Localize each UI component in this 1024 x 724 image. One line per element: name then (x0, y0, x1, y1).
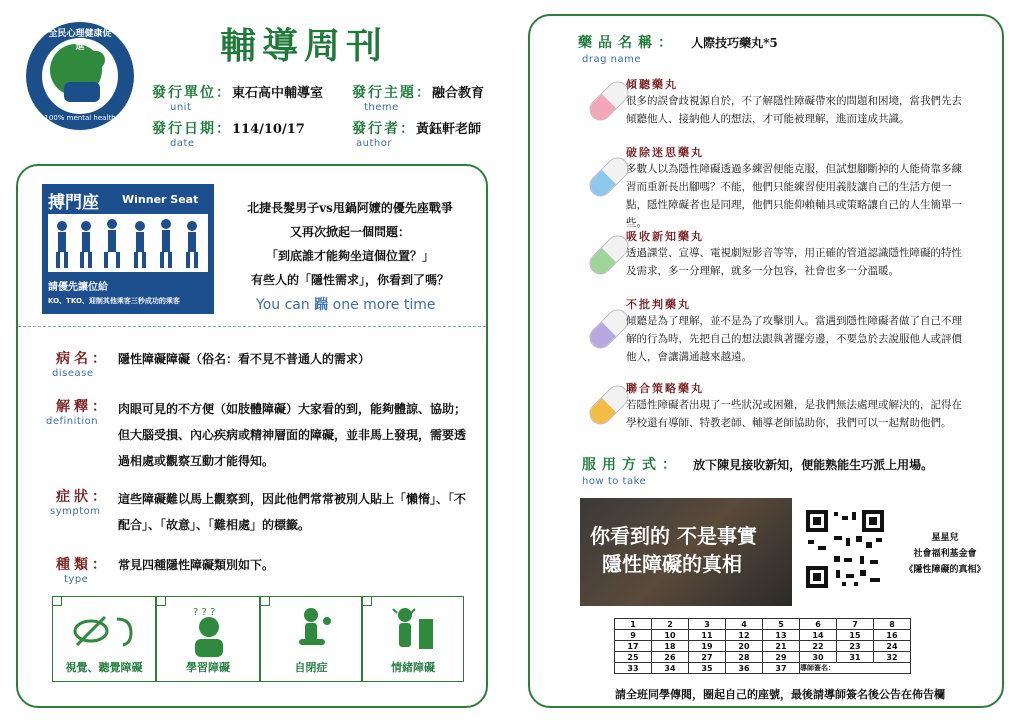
seat-cell[interactable]: 17 (615, 641, 652, 652)
seat-cell[interactable]: 15 (837, 630, 874, 641)
logo (24, 20, 136, 132)
seat-cell[interactable]: 22 (800, 641, 837, 652)
badge-sub: 請優先讓位給 (48, 282, 108, 293)
seat-cell[interactable]: 32 (874, 652, 911, 663)
type-label-learning: 學習障礙 (186, 661, 230, 674)
type-box-emotional (362, 596, 464, 682)
seat-cell[interactable]: 6 (800, 619, 837, 630)
winner-badge (42, 184, 214, 314)
seat-cell[interactable]: 13 (763, 630, 800, 641)
seat-cell[interactable]: 34 (652, 663, 689, 674)
video-line-2: 隱性障礙的真相 (602, 552, 742, 576)
footer-note: 請全班同學傳閱，圈起自己的座號，最後請導師簽名後公告在佈告欄 (615, 688, 945, 701)
sitting-person-icon (291, 605, 335, 657)
type-box-autism (260, 596, 362, 682)
badge-en: Winner Seat (122, 193, 199, 206)
drug-name: 藥品名稱： 人際技巧藥丸*5 drag name (578, 35, 778, 65)
pill-item-nonjudge: 不批判藥丸 傾聽是為了理解，並不是為了攻擊別人。當遇到隱性障礙者做了自己不理解的行為時，先把自己的想法跟執著擺旁邊，不要急於去說服他人或評價他人，會讓溝通越來越遠。 (580, 294, 980, 374)
seat-cell[interactable]: 30 (800, 652, 837, 663)
field-theme: 發行主題：融合教育 theme (352, 85, 485, 113)
winner-line-3: 「到底誰才能夠坐這個位置？」 (265, 249, 434, 263)
badge-foot: KO、TKO、迎制其他乘客三秒成功的乘客 (48, 297, 180, 305)
seat-cell[interactable]: 37 (763, 663, 800, 674)
seat-cell[interactable]: 2 (652, 619, 689, 630)
seat-cell[interactable]: 28 (726, 652, 763, 663)
seat-cell[interactable]: 5 (763, 619, 800, 630)
type-label-autism: 自閉症 (294, 661, 328, 674)
field-author: 發行者：黃鈺軒老師 author (352, 121, 482, 149)
type-box-vision-hearing (52, 596, 156, 682)
logo-text: 全民心理健康促進 (48, 29, 112, 52)
winner-slogan: You can 踹 one more time (256, 297, 436, 313)
winner-line-2: 又再次掀起一個問題： (289, 225, 410, 239)
eye-ear-icon (69, 607, 141, 655)
seat-cell[interactable]: 31 (837, 652, 874, 663)
seat-cell[interactable]: 21 (763, 641, 800, 652)
seat-cell[interactable]: 27 (689, 652, 726, 663)
badge-figures (48, 214, 208, 272)
seat-cell[interactable]: 14 (800, 630, 837, 641)
seat-cell[interactable]: 9 (615, 630, 652, 641)
winner-line-4: 有些人的「隱性需求」，你看到了嗎？ (250, 273, 449, 287)
seat-cell[interactable]: 12 (726, 630, 763, 641)
logo-subtext: 100% mental health (44, 114, 116, 122)
seat-cell[interactable]: 4 (726, 619, 763, 630)
pill-item-myth: 破除迷思藥丸 多數人以為隱性障礙透過多練習便能克服，但試想腳斷掉的人能倚靠多練習而重新長出腳嗎？不能，他們只能練習使用義肢讓自己的生活方便一點，隱性障礙者也是同理，他們只能仰賴輔具或策略讓自己的人生簡單一些。 (580, 142, 980, 222)
pill-item-listen: 傾聽藥丸 很多的誤會歧視源自於，不了解隱性障礙帶來的問題和困境，當我們先去傾聽他人、接納他人的想法，才可能被理解，進而達成共識。 (580, 74, 980, 140)
usage: 服用方式： 放下陳見接收新知，便能熟能生巧派上用場。 how to take (582, 457, 934, 487)
seat-cell[interactable]: 16 (874, 630, 911, 641)
type-label-vision-hearing: 視覺、聽覺障礙 (65, 661, 143, 674)
video-credit: 星星兒 社會福利基金會 《隱性障礙的真相》 (904, 533, 986, 575)
seat-cell[interactable]: 20 (726, 641, 763, 652)
seat-cell[interactable]: 29 (763, 652, 800, 663)
seat-cell[interactable]: 19 (689, 641, 726, 652)
type-label-emotional: 情緒障礙 (391, 661, 435, 674)
seat-cell[interactable]: 3 (689, 619, 726, 630)
symptom-text: 這些障礙難以馬上觀察到，因此他們常常被別人貼上「懶惰」、「不配合」、「故意」、「難相處」的標籤。 (118, 492, 467, 532)
video-line-1: 你看到的 不是事實 (590, 524, 757, 548)
seat-cell[interactable]: 26 (652, 652, 689, 663)
seat-cell[interactable]: 36 (726, 663, 763, 674)
definition-text: 肉眼可見的不方便（如肢體障礙）大家看的到，能夠體諒、協助；但大腦受損、內心疾病或精神層面的障礙，並非馬上發現，需要透過相處或觀察互動才能得知。 (118, 402, 467, 468)
seat-cell[interactable]: 1 (615, 619, 652, 630)
seat-cell[interactable]: 23 (837, 641, 874, 652)
video-thumbnail[interactable] (580, 498, 792, 606)
seat-cell[interactable]: 25 (615, 652, 652, 663)
seat-cell[interactable]: 18 (652, 641, 689, 652)
page-title: 輔導周刊 (220, 25, 389, 67)
seat-cell[interactable]: 7 (837, 619, 874, 630)
type-text: 常見四種隱性障礙類別如下。 (118, 558, 275, 572)
svg-text:? ? ?: ? ? ? (193, 607, 216, 618)
field-unit: 發行單位：東石高中輔導室 unit (152, 85, 324, 113)
type-box-learning (156, 596, 260, 682)
seat-cell[interactable]: 33 (615, 663, 652, 674)
qr-code[interactable] (804, 508, 886, 590)
disease-text: 隱性障礙障礙（俗名：看不見不普通人的需求） (118, 352, 371, 366)
seat-cell[interactable]: 10 (652, 630, 689, 641)
pill-item-knowledge: 吸收新知藥丸 透過課堂、宣導、電視劇短影音等等，用正確的管道認識隱性障礙的特性及需求，多一分理解，就多一分包容，社會也多一分溫暖。 (580, 226, 980, 292)
seat-cell[interactable]: 11 (689, 630, 726, 641)
winner-line-1: 北捷長髮男子vs甩鍋阿嬤的優先座戰爭 (247, 201, 453, 215)
seat-cell[interactable]: 8 (874, 619, 911, 630)
seat-cell[interactable]: 35 (689, 663, 726, 674)
seat-cell[interactable]: 24 (874, 641, 911, 652)
seat-number-grid (614, 618, 911, 674)
badge-title: 搏門座 (48, 193, 99, 213)
left-divider (18, 326, 486, 327)
teacher-signature-cell[interactable]: 導師簽名： (800, 663, 911, 674)
pill-item-strategy: 聯合策略藥丸 若隱性障礙者出現了一些狀況或困難，是我們無法處理或解決的，記得在學校還有導師、特教老師、輔導老師協助你，我們可以一起幫助他們。 (580, 378, 980, 444)
stressed-person-icon (389, 605, 439, 657)
confused-person-icon (189, 605, 229, 657)
field-date: 發行日期：114/10/17 date (152, 121, 305, 149)
